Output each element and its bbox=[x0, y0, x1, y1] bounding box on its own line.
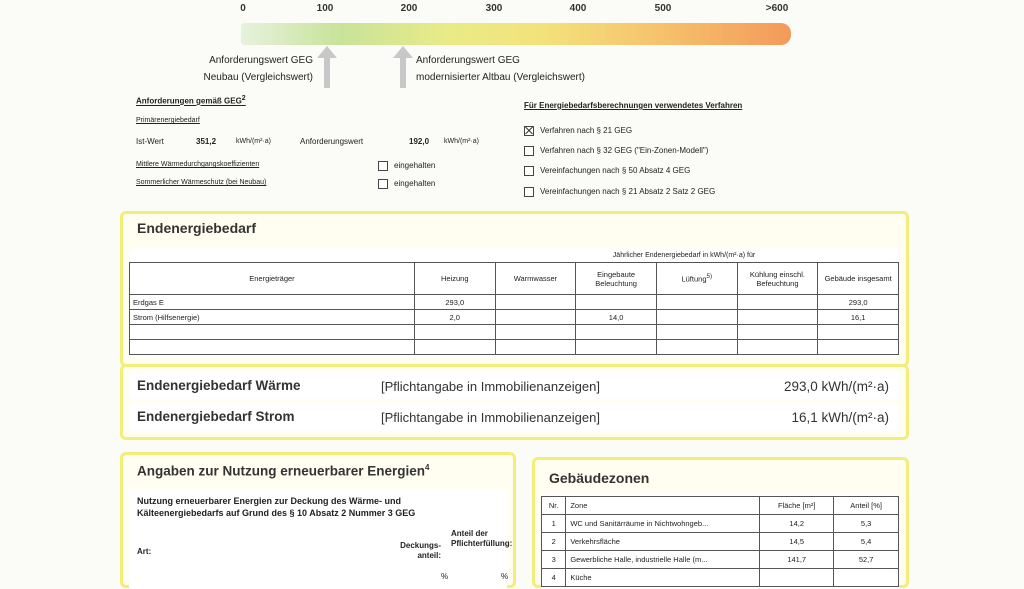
new-building-ref: Anforderungswert GEG Neubau (Vergleichswert) bbox=[203, 55, 313, 83]
zones-table bbox=[541, 496, 899, 587]
zones-table-wrap bbox=[541, 494, 899, 589]
summer-protection-check: eingehalten bbox=[378, 179, 435, 189]
heat-demand-row bbox=[129, 371, 899, 399]
col-header: Heizung bbox=[414, 263, 495, 295]
table-row: 2 Verkehrsfläche 14,5 5,4 bbox=[542, 533, 899, 551]
checkbox-checked[interactable] bbox=[524, 126, 534, 136]
req-unit: kWh/(m²·a) bbox=[444, 138, 479, 145]
scale-tick: >600 bbox=[765, 3, 789, 14]
table-row bbox=[130, 325, 899, 340]
energy-color-bar bbox=[241, 23, 791, 45]
ist-value: 351,2 bbox=[196, 137, 217, 146]
col-art: Art: bbox=[137, 547, 152, 556]
col-header: Warmwasser bbox=[495, 263, 576, 295]
heat-demand-note: [Pflichtangabe in Immobilienanzeigen] bbox=[381, 379, 600, 394]
u-value-check: eingehalten bbox=[378, 161, 435, 171]
renewables-body bbox=[129, 489, 513, 589]
zones-title: Gebäudezonen bbox=[549, 470, 650, 486]
requirements-section bbox=[136, 93, 506, 193]
col-header: Eingebaute Beleuchtung bbox=[576, 263, 657, 295]
renewables-panel bbox=[120, 452, 516, 588]
col-deckung: Deckungs-anteil: bbox=[400, 541, 441, 560]
requirements-heading: Anforderungen gemäß GEG$^2$ bbox=[136, 95, 246, 106]
col-header: Energieträger bbox=[130, 263, 415, 295]
renewables-subtitle: Nutzung erneuerbarer Energien zur Deckung des Wärme- und Kälteenergiebedarfs auf Grund des § 10 Absatz 2 Nummer 3 GEG bbox=[137, 496, 416, 518]
checkbox[interactable] bbox=[378, 179, 388, 189]
final-energy-title: Endenergiebedarf bbox=[137, 220, 257, 236]
pct-symbol: % bbox=[501, 572, 509, 581]
summer-protection-label: Sommerlicher Wärmeschutz (bei Neubau) bbox=[136, 179, 267, 186]
checkbox[interactable] bbox=[524, 166, 534, 176]
procedure-option: Verfahren nach § 32 GEG ("Ein-Zonen-Modell") bbox=[524, 146, 708, 156]
power-demand-row bbox=[129, 403, 899, 431]
ist-label: Ist-Wert bbox=[136, 137, 164, 146]
final-energy-table-wrap bbox=[129, 248, 899, 358]
table-row: 1 WC und Sanitärräume in Nichtwohngeb... 14,2 5,3 bbox=[542, 515, 899, 533]
col-header: Gebäude insgesamt bbox=[818, 263, 899, 295]
arrow-up-icon bbox=[397, 46, 409, 88]
table-row: Erdgas E 293,0 293,0 bbox=[130, 295, 899, 310]
col-anteil: Anteil der Pflichterfüllung: bbox=[451, 529, 513, 548]
table-row: Strom (Hilfsenergie) 2,0 14,0 16,1 bbox=[130, 310, 899, 325]
zones-panel bbox=[532, 457, 909, 588]
procedure-section bbox=[524, 93, 824, 203]
procedure-heading: Für Energiebedarfsberechnungen verwendetes Verfahren bbox=[524, 101, 743, 110]
checkbox[interactable] bbox=[524, 146, 534, 156]
power-demand-label: Endenergiebedarf Strom bbox=[137, 409, 295, 424]
procedure-option: Verfahren nach § 21 GEG bbox=[524, 126, 632, 136]
u-value-label: Mittlere Wärmedurchgangskoeffizienten bbox=[136, 161, 260, 168]
heat-demand-value: 293,0 kWh/(m²·a) bbox=[783, 379, 889, 394]
zones-header-row: Nr. Zone Fläche [m²] Anteil [%] bbox=[542, 497, 899, 515]
req-value: 192,0 bbox=[409, 137, 430, 146]
scale-tick: 300 bbox=[485, 3, 503, 14]
req-label: Anforderungswert bbox=[300, 137, 364, 146]
checkbox[interactable] bbox=[378, 161, 388, 171]
final-energy-table bbox=[129, 262, 899, 355]
heat-demand-label: Endenergiebedarf Wärme bbox=[137, 378, 301, 393]
pct-symbol: % bbox=[441, 572, 449, 581]
procedure-option: Vereinfachungen nach § 50 Absatz 4 GEG bbox=[524, 166, 690, 176]
table-row: 4 Küche bbox=[542, 569, 899, 587]
procedure-option: Vereinfachungen nach § 21 Absatz 2 Satz 2 GEG bbox=[524, 187, 715, 197]
power-demand-value: 16,1 kWh/(m²·a) bbox=[791, 410, 889, 425]
scale-tick: 100 bbox=[316, 3, 334, 14]
power-demand-note: [Pflichtangabe in Immobilienanzeigen] bbox=[381, 410, 600, 425]
final-energy-panel bbox=[120, 211, 909, 367]
scale-tick: 500 bbox=[654, 3, 672, 14]
ist-unit: kWh/(m²·a) bbox=[236, 138, 271, 145]
checkbox[interactable] bbox=[524, 187, 534, 197]
col-header: Lüftung$^{5)}$ bbox=[656, 263, 737, 295]
arrow-up-icon bbox=[321, 46, 333, 88]
scale-tick: 200 bbox=[400, 3, 418, 14]
table-row: 3 Gewerbliche Halle, industrielle Halle (m... 141,7 52,7 bbox=[542, 551, 899, 569]
scale-tick: 0 bbox=[240, 3, 246, 14]
table-super-header: Jährlicher Endenergiebedarf in kWh/(m²·a) für bbox=[612, 252, 756, 259]
col-header: Kühlung einschl. Befeuchtung bbox=[737, 263, 818, 295]
modernized-ref: Anforderungswert GEG modernisierter Altbau (Vergleichswert) bbox=[416, 55, 585, 83]
primary-energy-label: Primärenergiebedarf bbox=[136, 117, 200, 124]
energy-scale bbox=[0, 0, 1024, 50]
summary-panel bbox=[120, 364, 909, 440]
table-row bbox=[130, 340, 899, 355]
renewables-title: Angaben zur Nutzung erneuerbarer Energien$^4$ bbox=[137, 463, 430, 479]
scale-tick: 400 bbox=[569, 3, 587, 14]
